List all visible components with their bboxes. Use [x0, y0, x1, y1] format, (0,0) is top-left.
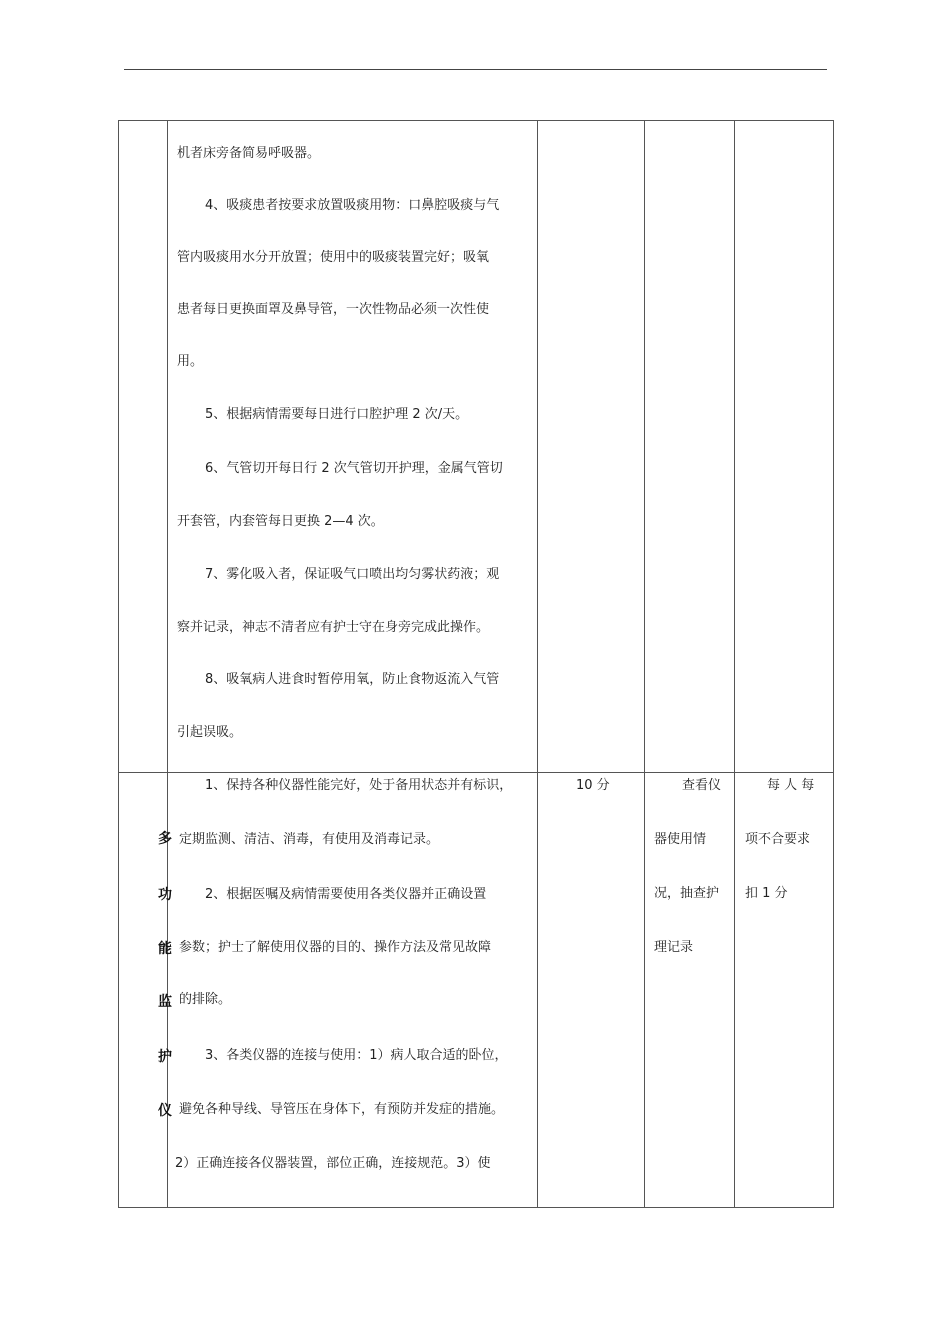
- category-char: 多: [158, 831, 172, 847]
- category-char: 能: [158, 941, 172, 957]
- requirement-line: 引起误吸。: [177, 725, 243, 740]
- method-line: 理记录: [654, 940, 694, 955]
- requirement-line: 4、吸痰患者按要求放置吸痰用物：口鼻腔吸痰与气: [205, 198, 500, 213]
- method-line: 查看仪: [682, 778, 722, 793]
- category-char: 护: [158, 1049, 172, 1065]
- requirement-line: 管内吸痰用水分开放置；使用中的吸痰装置完好；吸氧: [177, 250, 490, 265]
- standards-table: [118, 120, 834, 1208]
- requirement-line: 定期监测、清洁、消毒，有使用及消毒记录。: [179, 832, 440, 847]
- column-divider: [734, 121, 735, 1207]
- requirement-line: 开套管，内套管每日更换 2—4 次。: [177, 514, 384, 529]
- category-char: 仪: [158, 1103, 172, 1119]
- requirement-line: 1、保持各种仪器性能完好，处于备用状态并有标识，: [205, 778, 513, 793]
- column-divider: [537, 121, 538, 1207]
- requirement-line: 机者床旁备简易呼吸器。: [177, 146, 321, 161]
- category-char: 监: [158, 994, 172, 1010]
- requirement-line: 7、雾化吸入者，保证吸气口喷出均匀雾状药液；观: [205, 567, 500, 582]
- requirement-line: 用。: [177, 354, 204, 369]
- requirement-line: 3、各类仪器的连接与使用：1）病人取合适的卧位，: [205, 1048, 508, 1063]
- requirement-line: 的排除。: [179, 992, 232, 1007]
- deduction-line: 扣 1 分: [745, 886, 788, 901]
- header-rule: [124, 69, 827, 70]
- column-divider: [644, 121, 645, 1207]
- score-value: 10 分: [576, 778, 610, 793]
- requirement-line: 患者每日更换面罩及鼻导管，一次性物品必须一次性使: [177, 302, 490, 317]
- deduction-line: 项不合要求: [745, 832, 811, 847]
- row-divider: [119, 772, 833, 773]
- requirement-line: 2、根据医嘱及病情需要使用各类仪器并正确设置: [205, 887, 487, 902]
- deduction-line: 每 人 每: [767, 778, 815, 793]
- category-char: 功: [158, 887, 172, 903]
- requirement-line: 参数；护士了解使用仪器的目的、操作方法及常见故障: [179, 940, 492, 955]
- requirement-line: 6、气管切开每日行 2 次气管切开护理，金属气管切: [205, 461, 503, 476]
- method-line: 器使用情: [654, 832, 707, 847]
- requirement-line: 察并记录，神志不清者应有护士守在身旁完成此操作。: [177, 620, 490, 635]
- method-line: 况，抽查护: [654, 886, 720, 901]
- column-divider: [167, 121, 168, 1207]
- requirement-line: 避免各种导线、导管压在身体下，有预防并发症的措施。: [179, 1102, 505, 1117]
- requirement-line: 2）正确连接各仪器装置，部位正确，连接规范。3）使: [175, 1156, 491, 1171]
- requirement-line: 5、根据病情需要每日进行口腔护理 2 次/天。: [205, 407, 469, 422]
- requirement-line: 8、吸氧病人进食时暂停用氧，防止食物返流入气管: [205, 672, 500, 687]
